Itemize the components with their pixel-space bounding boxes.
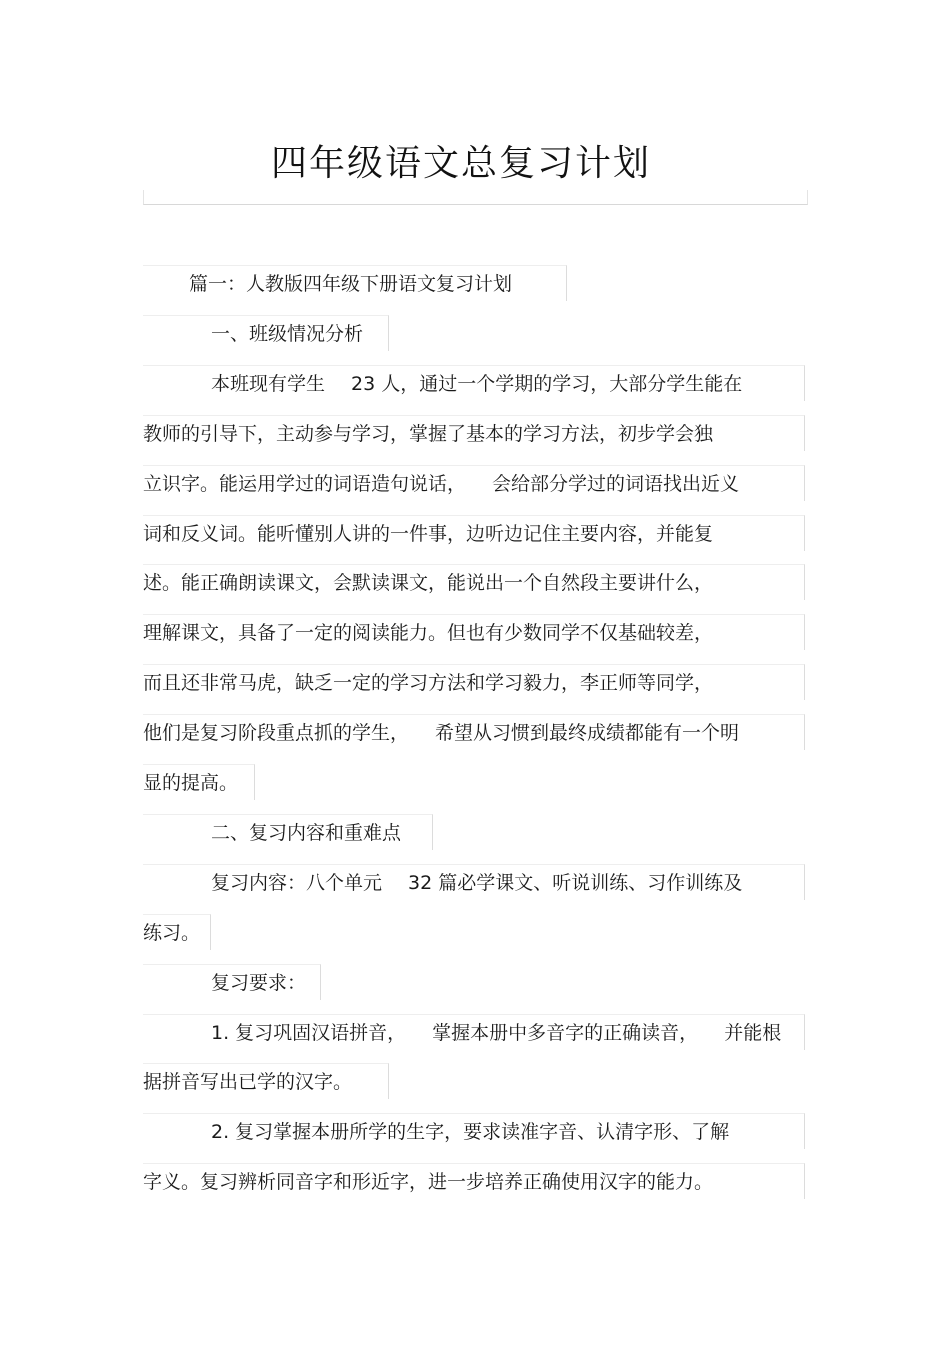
text-segment: 复习要求： xyxy=(211,972,307,994)
text-segment: 希望从习惯到最终成绩都能有一个明 xyxy=(435,722,740,744)
text-segment: 2. 复习掌握本册所学的生字，要求读准字音、认清字形、了解 xyxy=(211,1121,730,1143)
text-line xyxy=(143,1163,805,1199)
text-segment: 一、班级情况分析 xyxy=(211,323,364,345)
text-segment: 练习。 xyxy=(143,922,201,944)
text-segment: 字义。复习辨析同音字和形近字，进一步培养正确使用汉字的能力。 xyxy=(143,1171,714,1193)
title-divider xyxy=(143,190,808,205)
text-segment: 篇一：人教版四年级下册语文复习计划 xyxy=(189,273,513,295)
text-line xyxy=(143,564,805,600)
text-segment: 复习内容：八个单元 xyxy=(211,872,383,894)
text-line xyxy=(143,1063,389,1099)
text-line xyxy=(143,664,805,700)
text-segment: 本班现有学生 xyxy=(211,373,326,395)
text-segment: 23 人，通过一个学期的学习，大部分学生能在 xyxy=(351,373,743,395)
text-segment: 掌握本册中多音字的正确读音， xyxy=(432,1022,699,1044)
text-segment: 他们是复习阶段重点抓的学生， xyxy=(143,722,410,744)
text-line xyxy=(143,764,255,800)
text-segment: 理解课文，具备了一定的阅读能力。但也有少数同学不仅基础较差， xyxy=(143,622,714,644)
text-segment: 会给部分学过的词语找出近义 xyxy=(492,473,740,495)
text-segment: 显的提高。 xyxy=(143,772,239,794)
text-line xyxy=(143,714,805,750)
text-line xyxy=(143,465,805,501)
text-line xyxy=(143,864,805,900)
text-segment: 教师的引导下，主动参与学习，掌握了基本的学习方法，初步学会独 xyxy=(143,423,714,445)
document-title: 四年级语文总复习计划 xyxy=(270,143,651,184)
text-segment: 1. 复习巩固汉语拼音， xyxy=(211,1022,407,1044)
text-segment: 并能根 xyxy=(724,1022,782,1044)
text-segment: 二、复习内容和重难点 xyxy=(211,822,402,844)
text-line xyxy=(143,265,567,301)
text-line xyxy=(143,614,805,650)
text-segment: 32 篇必学课文、听说训练、习作训练及 xyxy=(408,872,743,894)
text-line xyxy=(143,365,805,401)
text-segment: 而且还非常马虎，缺乏一定的学习方法和学习毅力，李正师等同学， xyxy=(143,672,714,694)
text-line xyxy=(143,964,321,1000)
text-line xyxy=(143,914,211,950)
text-segment: 立识字。能运用学过的词语造句说话， xyxy=(143,473,467,495)
text-line xyxy=(143,1014,805,1050)
text-segment: 据拼音写出已学的汉字。 xyxy=(143,1071,353,1093)
text-line xyxy=(143,814,433,850)
text-line xyxy=(143,515,805,551)
text-line xyxy=(143,315,389,351)
text-segment: 述。能正确朗读课文，会默读课文，能说出一个自然段主要讲什么， xyxy=(143,572,714,594)
text-segment: 词和反义词。能听懂别人讲的一件事，边听边记住主要内容，并能复 xyxy=(143,523,714,545)
text-line xyxy=(143,415,805,451)
text-line xyxy=(143,1113,805,1149)
